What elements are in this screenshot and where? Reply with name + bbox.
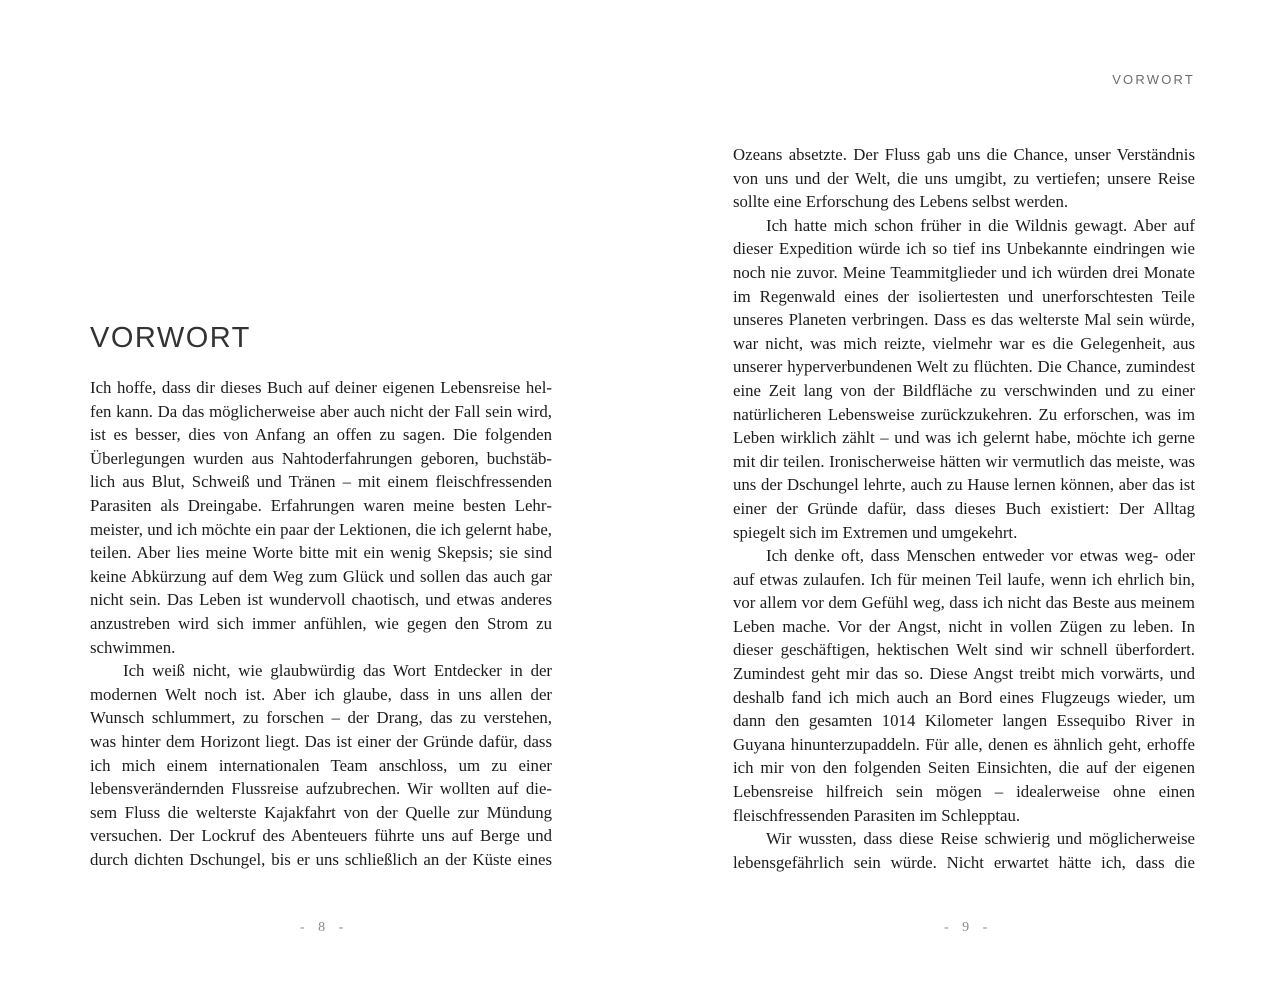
paragraph: Ich hatte mich schon früher in die Wildnis gewagt. Aber auf dieser Expedition würde ich so tief ins Unbekannte eindringen wie noch nie zuvor. Meine Teammitglieder und ich würden drei Monate im Regenwald eines der isoliertesten und unerforschtesten Teile unseres Planeten verbringen. Dass es das welterste Mal sein würde, war nicht, was mich reizte, vielmehr war es die Gelegenheit, aus unserer hyperverbundenen Welt zu flüchten. Die Chance, zumindest eine Zeit lang von der Bildfläche zu verschwinden und zu einer natürlicheren Lebensweise zurückzukehren. Zu erforschen, was im Leben wirklich zählt – und was ich gelernt habe, möchte ich gerne mit dir teilen. Ironischerweise hätten wir vermutlich das meiste, was uns der Dschungel lehrte, auch zu Hause lernen können, aber das ist einer der Gründe dafür, dass dieses Buch existiert: Der Alltag spiegelt sich im Extremen und umgekehrt. (733, 215, 1195, 542)
paragraph: Wir wussten, dass diese Reise schwierig und möglicherweise lebensgefährlich sein würde. Nicht erwartet hätte ich, dass die (733, 829, 1195, 872)
paragraph: Ich weiß nicht, wie glaubwürdig das Wort Entdecker in der modernen Welt noch ist. Aber ich glaube, dass in uns allen der Wunsch schlummert, zu forschen – der Drang, das zu verstehen, was hinter dem Horizont liegt. Das ist einer der Gründe dafür, dass ich mich einem internationalen Team anschloss, um zu einer lebensverändernden Flussreise aufzubrechen. Wir wollten auf diesem Fluss die welterste Kajakfahrt von der Quelle zur Mündung versuchen. Der Lockruf des Abenteuers führte uns auf Berge und durch dichten Dschungel, bis er uns schließlich an der Küste eines (90, 661, 552, 869)
left-page (0, 0, 642, 1000)
page-number: - 8 - (300, 920, 349, 935)
left-page-body (90, 376, 552, 871)
paragraph: Ich hoffe, dass dir dieses Buch auf deiner eigenen Lebensreise helfen kann. Da das möglicherweise aber auch nicht der Fall sein wird, ist es besser, dies von Anfang an offen zu sagen. Die folgenden Überlegungen wurden aus Nahtoderfahrungen geboren, buchstäblich aus Blut, Schweiß und Tränen – mit einem fleischfressenden Parasiten als Dreingabe. Erfahrungen waren meine besten Lehrmeister, und ich möchte ein paar der Lektionen, die ich gelernt habe, teilen. Aber lies meine Worte bitte mit ein wenig Skepsis; sie sind keine Abkürzung auf dem Weg zum Glück und sollen das auch gar nicht sein. Das Leben ist wundervoll chaotisch, und etwas anderes anzustreben wird sich immer anfühlen, wie gegen den Strom zu schwimmen. (90, 378, 552, 657)
paragraph: Ich denke oft, dass Menschen entweder vor etwas weg- oder auf etwas zulaufen. Ich für meinen Teil laufe, wenn ich ehrlich bin, vor allem vor dem Gefühl weg, dass ich nicht das Beste aus meinem Leben mache. Vor der Angst, nicht in vollen Zügen zu leben. In dieser geschäftigen, hektischen Welt sind wir schnell überfordert. Zumindest geht mir das so. Diese Angst treibt mich vorwärts, und deshalb fand ich mich auch an Bord eines Flugzeugs wieder, um dann den gesamten 1014 Kilometer langen Essequibo River in Guyana hinunterzupaddeln. Für alle, denen es ähnlich geht, erhoffe ich mir von den folgenden Seiten Einsichten, die auf der eigenen Lebensreise hilfreich sein mögen – idealerweise ohne einen fleischfressenden Parasiten im Schlepptau. (733, 546, 1195, 825)
paragraph: Ozeans absetzte. Der Fluss gab uns die Chance, unser Verständnis von uns und der Welt, die uns umgibt, zu vertiefen; unsere Reise sollte eine Erforschung des Lebens selbst werden. (733, 145, 1195, 212)
right-page-body (733, 143, 1195, 874)
right-page (642, 0, 1285, 1000)
page-number: - 9 - (944, 920, 993, 935)
running-head: VORWORT (1112, 72, 1195, 87)
chapter-title: VORWORT (90, 322, 251, 354)
